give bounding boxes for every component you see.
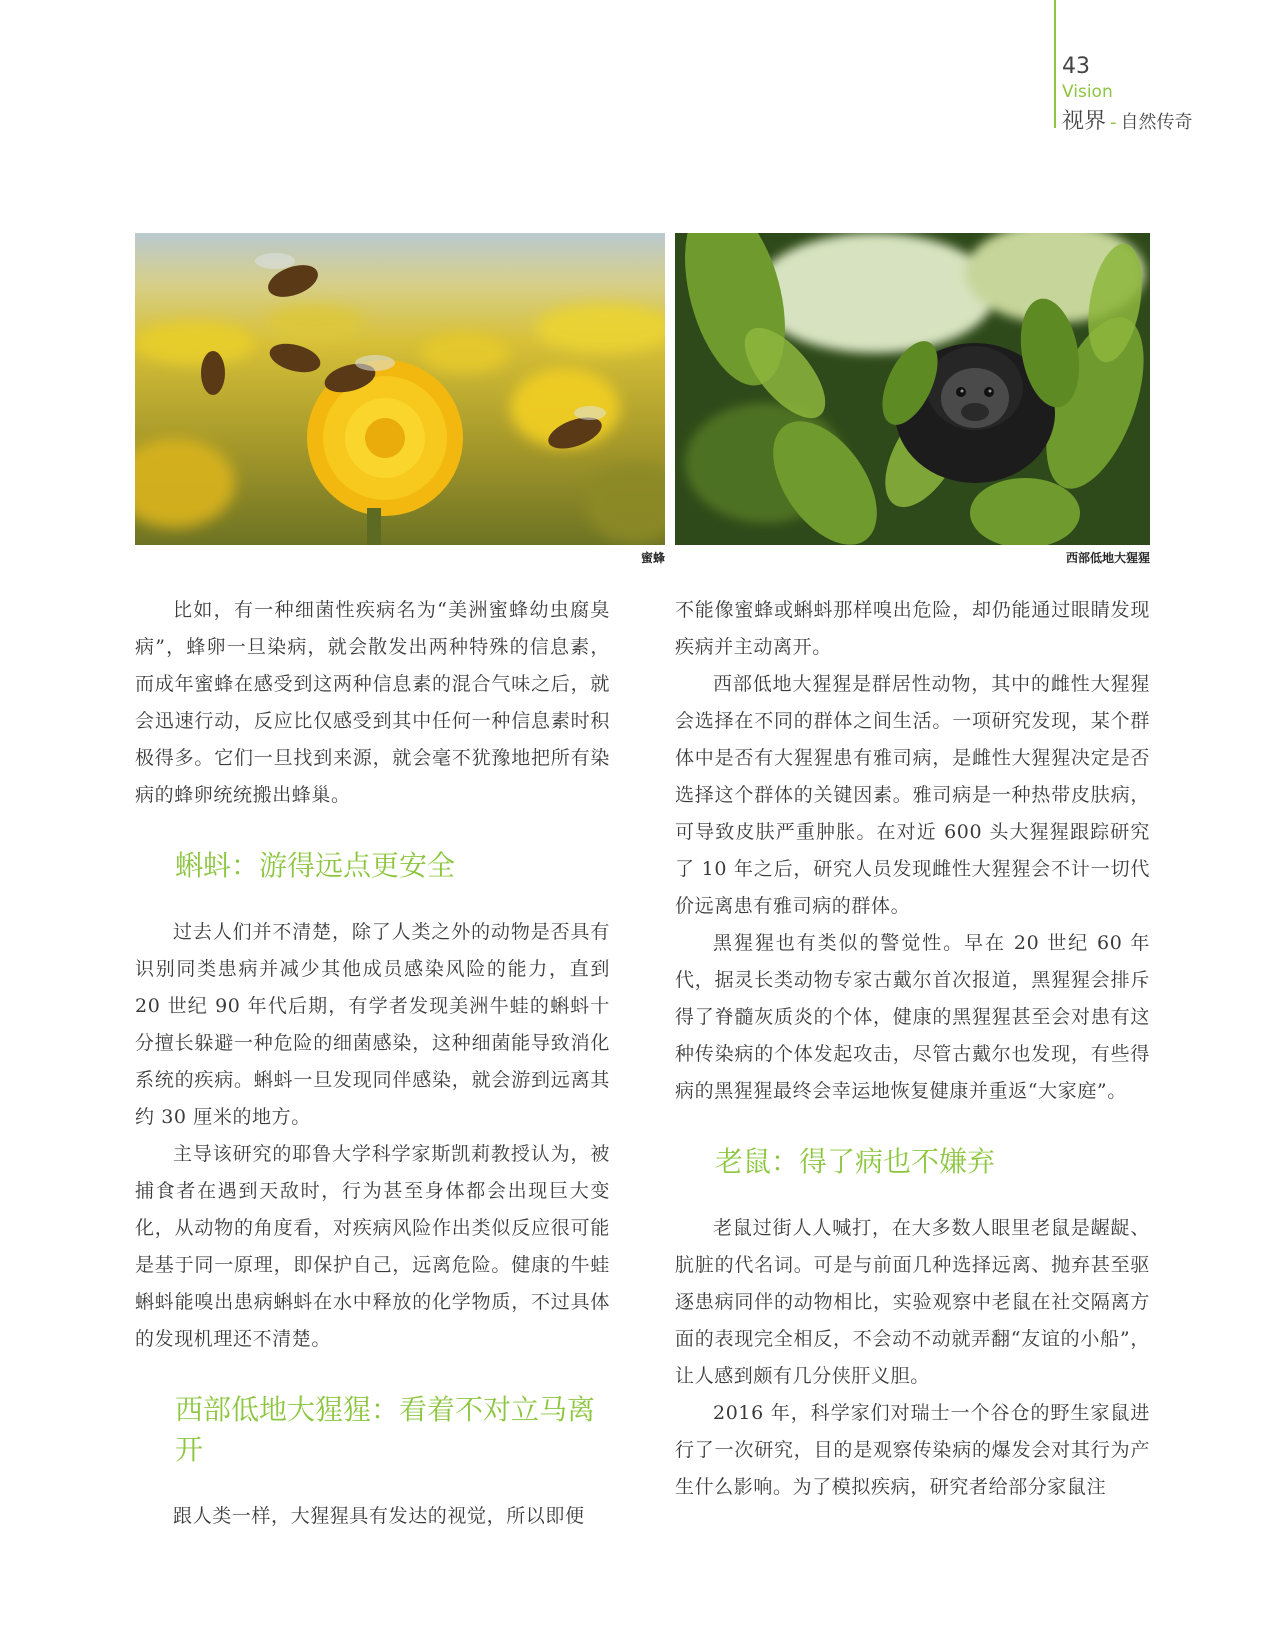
paragraph: 不能像蜜蜂或蝌蚪那样嗅出危险，却仍能通过眼睛发现疾病并主动离开。 <box>675 599 1150 658</box>
subsection-name: 自然传奇 <box>1120 112 1193 133</box>
right-column <box>675 592 1150 1506</box>
gorilla-caption: 西部低地大猩猩 <box>1065 551 1150 565</box>
bee-photo <box>135 233 665 545</box>
section-heading: 西部低地大猩猩：看着不对立马离开 <box>175 1393 596 1466</box>
vision-label: Vision <box>1062 82 1113 102</box>
left-column <box>135 592 610 1535</box>
paragraph: 老鼠过街人人喊打，在大多数人眼里老鼠是龌龊、肮脏的代名词。可是与前面几种选择远离、抛弃甚至驱逐患病同伴的动物相比，实验观察中老鼠在社交隔离方面的表现完全相反，不会动不动就弄翻“友谊的小船”，让人感到颇有几分侠肝义胆。 <box>675 1217 1150 1387</box>
paragraph: 西部低地大猩猩是群居性动物，其中的雌性大猩猩会选择在不同的群体之间生活。一项研究发现，某个群体中是否有大猩猩患有雅司病，是雌性大猩猩决定是否选择这个群体的关键因素。雅司病是一种热带皮肤病，可导致皮肤严重肿胀。在对近 600 头大猩猩跟踪研究了 10 年之后，研究人员发现雌性大猩猩会不计一切代价远离患有雅司病的群体。 <box>675 673 1150 917</box>
section-heading: 老鼠：得了病也不嫌弃 <box>715 1145 996 1178</box>
gorilla-photo <box>675 233 1150 545</box>
section-separator: - <box>1110 112 1117 133</box>
page-number: 43 <box>1062 54 1090 79</box>
section-title <box>1062 104 1193 135</box>
paragraph: 过去人们并不清楚，除了人类之外的动物是否具有识别同类患病并减少其他成员感染风险的能力，直到 20 世纪 90 年代后期，有学者发现美洲牛蛙的蝌蚪十分擅长躲避一种危险的细菌感染，这种细菌能导致消化系统的疾病。蝌蚪一旦发现同伴感染，就会游到远离其约 30 厘米的地方。 <box>135 921 610 1128</box>
paragraph: 比如，有一种细菌性疾病名为“美洲蜜蜂幼虫腐臭病”，蜂卵一旦染病，就会散发出两种特殊的信息素，而成年蜜蜂在感受到这两种信息素的混合气味之后，就会迅速行动，反应比仅感受到其中任何一种信息素时积极得多。它们一旦找到来源，就会毫不犹豫地把所有染病的蜂卵统统搬出蜂巢。 <box>135 599 610 806</box>
header-rule <box>1054 0 1056 128</box>
paragraph: 2016 年，科学家们对瑞士一个谷仓的野生家鼠进行了一次研究，目的是观察传染病的爆发会对其行为产生什么影响。为了模拟疾病，研究者给部分家鼠注 <box>675 1402 1150 1498</box>
section-name: 视界 <box>1062 109 1107 134</box>
section-heading: 蝌蚪：游得远点更安全 <box>175 849 456 882</box>
paragraph: 黑猩猩也有类似的警觉性。早在 20 世纪 60 年代，据灵长类动物专家古戴尔首次报道，黑猩猩会排斥得了脊髓灰质炎的个体，健康的黑猩猩甚至会对患有这种传染病的个体发起攻击，尽管古戴尔也发现，有些得病的黑猩猩最终会幸运地恢复健康并重返“大家庭”。 <box>675 932 1150 1102</box>
paragraph: 主导该研究的耶鲁大学科学家斯凯莉教授认为，被捕食者在遇到天敌时，行为甚至身体都会出现巨大变化，从动物的角度看，对疾病风险作出类似反应很可能是基于同一原理，即保护自己，远离危险。健康的牛蛙蝌蚪能嗅出患病蝌蚪在水中释放的化学物质，不过具体的发现机理还不清楚。 <box>135 1143 610 1350</box>
bee-caption: 蜜蜂 <box>640 551 665 565</box>
paragraph: 跟人类一样，大猩猩具有发达的视觉，所以即便 <box>173 1505 585 1527</box>
